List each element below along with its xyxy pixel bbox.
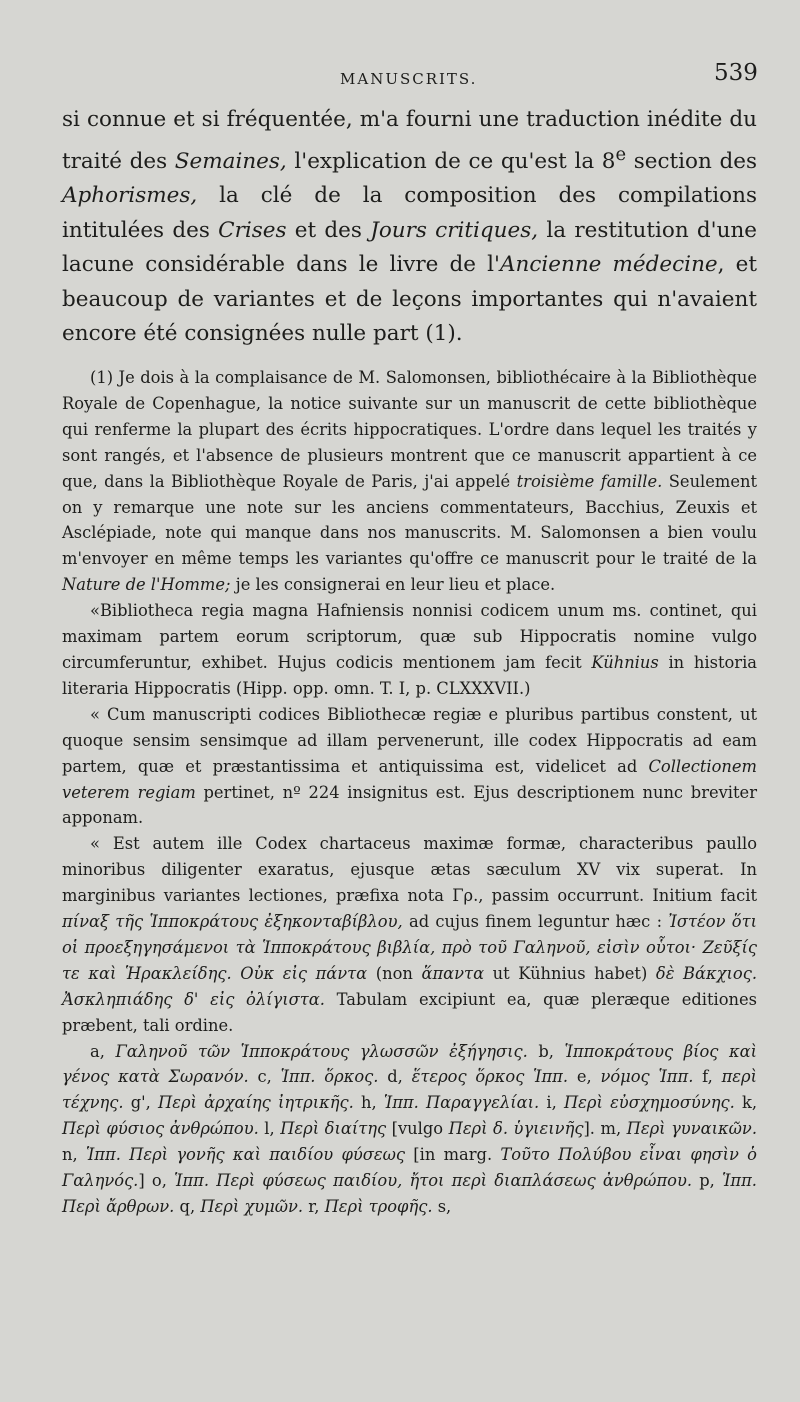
running-head: MANUSCRITS. — [340, 70, 478, 88]
text-run: ] o, — [138, 1171, 175, 1191]
italic-text: troisième famille. — [516, 471, 663, 491]
text-run: l, — [258, 1119, 281, 1139]
latin-quote-paragraph — [62, 702, 757, 832]
italic-text: Collectionem veterem regiam — [62, 756, 757, 802]
text-run: p, — [692, 1171, 723, 1191]
greek-text: Περὶ τροφῆς. — [324, 1197, 433, 1216]
text-run: ad cujus finem leguntur hæc : — [402, 912, 669, 932]
italic-title: Crises — [218, 217, 287, 243]
text-run: (1) Je dois à la complaisance de M. Salomonsen, bibliothécaire à la Bibliothèque Royale de Copenhague, la notice suivante sur un manuscrit de cette bibliothèque qui renferme la plupart des écrits hippocratiques. L'ordre dans lequel les traités y sont rangés, et l'absence de plusieurs montrent que ce manuscrit appartient à ce que, dans la Bibliothèque Royale de Paris, j'ai appelé — [62, 368, 757, 491]
text-run: s, — [432, 1197, 452, 1216]
text-run: g', — [123, 1093, 159, 1113]
text-run: ]. m, — [583, 1119, 627, 1139]
text-run: pertinet, nº 224 insignitus est. Ejus descriptionem nunc breviter apponam. — [62, 782, 757, 828]
page-number: 539 — [714, 60, 758, 86]
text-run: b, — [527, 1041, 565, 1061]
italic-title: Aphorismes, — [62, 183, 198, 209]
latin-quote-paragraph — [62, 598, 757, 702]
greek-text: Ἱπποκράτους βίος καὶ γένος κατὰ Σωρανόν. — [62, 1041, 758, 1087]
footnote-block — [62, 365, 757, 1220]
text-run: «Bibliotheca regia magna Hafniensis nonnisi codicem unum ms. continet, qui maximam partem eorum scriptorum, quæ sub Hippocratis nomine vulgo circumferuntur, exhibet. Hujus codicis mentionem jam fecit — [62, 601, 757, 672]
text-run: c, — [248, 1067, 281, 1087]
text-run: Tabulam excipiunt ea, quæ pleræque editiones præbent, tali ordine. — [62, 989, 757, 1035]
italic-title: Jours critiques, — [370, 217, 539, 243]
italic-title: Ancienne médecine — [499, 252, 718, 278]
main-paragraph — [62, 103, 757, 352]
text-run: n, — [62, 1145, 86, 1165]
greek-text: Ἱππ. ὅρκος. — [280, 1067, 379, 1087]
greek-text: ἅπαντα — [421, 963, 485, 983]
text-run: f, — [693, 1067, 722, 1087]
footnote-paragraph — [62, 365, 757, 598]
italic-title: Semaines, — [174, 148, 287, 174]
text-run: [in marg. — [405, 1145, 501, 1165]
text-run: « Est autem ille Codex chartaceus maximæ formæ, characteribus paullo minoribus diligenter exaratus, ejusque ætas sæculum XV vix superat. In marginibus variantes lectiones, præfixa nota Γρ., passim occurrunt. Initium facit — [62, 834, 757, 906]
greek-text: Περὶ δ. ὑγιεινῆς — [448, 1119, 584, 1139]
text-run: et des — [286, 217, 371, 243]
greek-text: Περὶ εὐσχημοσύνης. — [563, 1093, 735, 1113]
text-run: a, — [90, 1041, 116, 1061]
text-run: si connue et si fréquentée, m'a fourni une traduction inédite du traité des — [62, 107, 757, 174]
text-run: i, — [539, 1093, 564, 1113]
text-run: (non — [367, 963, 422, 983]
italic-text: Nature de l'Homme; — [62, 575, 231, 595]
text-run: la restitution d'une lacune considérable dans le livre de l' — [62, 217, 758, 278]
greek-text: Περὶ γυναικῶν. — [626, 1119, 758, 1139]
greek-text: Ἱππ. Περὶ φύσεως παιδίου, ἤτοι περὶ διαπλάσεως ἀνθρώπου. — [174, 1171, 693, 1191]
greek-text: Γαληνοῦ τῶν Ἱπποκράτους γλωσσῶν ἐξήγησις. — [115, 1041, 528, 1061]
superscript: e — [615, 143, 627, 165]
page-header — [0, 60, 800, 94]
greek-text: ἕτερος ὅρκος Ἱππ. — [411, 1067, 569, 1087]
text-run: l'explication de ce qu'est la 8 — [286, 148, 616, 174]
greek-text: Περὶ χυμῶν. — [200, 1197, 304, 1216]
text-run: q, — [174, 1197, 201, 1216]
text-run: « Cum manuscripti codices Bibliothecæ regiæ e pluribus partibus constent, ut quoque sensim sensimque ad illam pervenerunt, ille codex Hippocratis ad eam partem, quæ et præstantissima et antiquissima est, videlicet ad — [62, 704, 757, 776]
greek-text: Ἰστέον ὅτι οἱ προεξηγησάμενοι τὰ Ἱπποκράτους βιβλία, πρὸ τοῦ Γαληνοῦ, εἰσὶν οὗτοι· Ζεῦξίς τε καὶ Ἡρακλείδης. Οὐκ εἰς πάντα — [62, 912, 757, 983]
greek-text: Περὶ φύσιος ἀνθρώπου. — [62, 1119, 259, 1139]
greek-text: Ἱππ. Περὶ γονῆς καὶ παιδίου φύσεως — [85, 1145, 406, 1165]
text-run: section des — [626, 148, 757, 174]
greek-text: νόμος Ἱππ. — [600, 1067, 694, 1087]
text-run: h, — [353, 1093, 384, 1113]
text-run: [vulgo — [386, 1119, 449, 1139]
main-text — [62, 103, 757, 352]
text-run: , et beaucoup de variantes et de leçons importantes qui n'avaient encore été consignées nulle part (1). — [62, 252, 757, 347]
text-run: Seulement on y remarque une note sur les anciens commentateurs, Bacchius, Zeuxis et Asclépiade, note qui manque dans nos manuscrits. M. Salomonsen a bien voulu m'envoyer en même temps les variantes qu'offre ce manuscrit pour le traité de la — [62, 471, 757, 569]
latin-quote-paragraph — [62, 831, 757, 1038]
italic-text: Kühnius — [591, 652, 659, 672]
greek-text: περὶ τέχνης. — [62, 1067, 758, 1113]
greek-text: Τοῦτο Πολύβου εἶναι φησὶν ὁ Γαληνός. — [62, 1145, 757, 1191]
greek-text: δὲ Βάκχιος. Ἀσκληπιάδης δ' εἰς ὀλίγιστα. — [62, 963, 757, 1009]
text-run: je les consignerai en leur lieu et place. — [230, 575, 556, 595]
text-run: e, — [568, 1067, 601, 1087]
greek-text: Περὶ ἀρχαίης ἰητρικῆς. — [158, 1093, 354, 1113]
text-run: la clé de la composition des compilations intitulées des — [62, 183, 757, 243]
text-run: in historia literaria Hippocratis (Hipp. opp. omn. T. I, p. CLXXXVII.) — [62, 652, 757, 698]
text-run: k, — [734, 1093, 758, 1113]
text-run: r, — [303, 1197, 325, 1216]
contents-list-paragraph — [62, 1039, 757, 1220]
greek-text: Ἱππ. Περὶ ἄρθρων. — [62, 1171, 757, 1216]
greek-text: Ἱππ. Παραγγελίαι. — [383, 1093, 540, 1113]
text-run: ut Kühnius habet) — [484, 963, 656, 983]
text-run: d, — [378, 1067, 412, 1087]
greek-text: Περὶ διαίτης — [280, 1119, 387, 1139]
greek-text: πίναξ τῆς Ἱπποκράτους ἐξηκονταβίβλου, — [62, 912, 403, 932]
